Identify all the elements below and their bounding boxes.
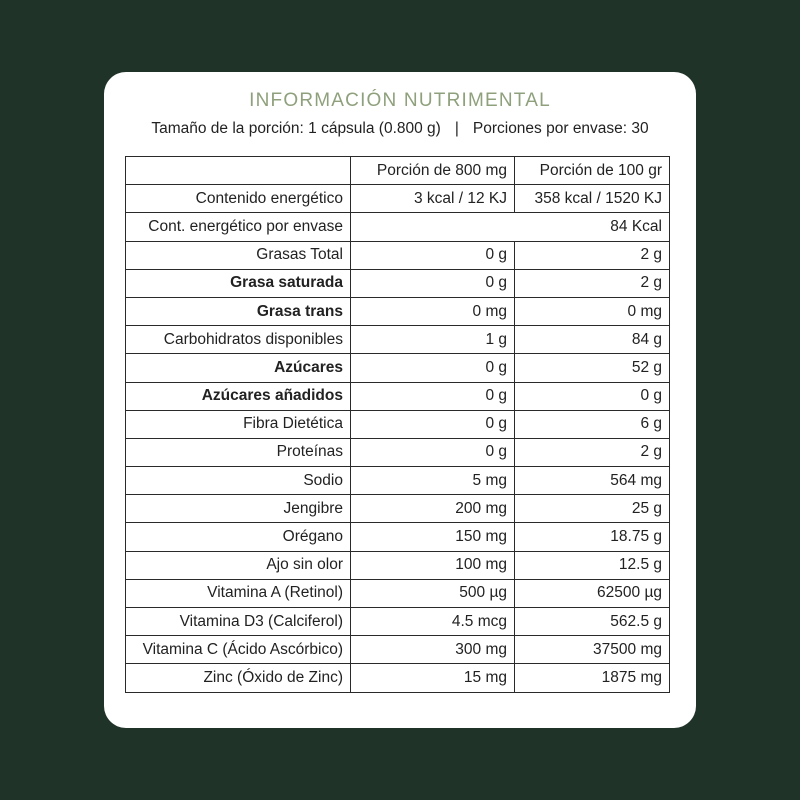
nutrient-value-100gr: 25 g [515,495,670,523]
nutrient-value-100gr: 52 g [515,354,670,382]
nutrient-value-800mg: 0 g [351,382,515,410]
nutrient-value-800mg: 0 g [351,438,515,466]
serving-separator: | [454,120,459,137]
table-row [126,636,670,664]
energy-value-100gr: 358 kcal / 1520 KJ [515,185,670,213]
nutrient-value-100gr: 2 g [515,241,670,269]
table-row [126,297,670,325]
nutrient-label: Azúcares añadidos [126,382,351,410]
serving-info [104,120,696,138]
nutrient-value-100gr: 564 mg [515,467,670,495]
table-row [126,326,670,354]
energy-row [126,185,670,213]
nutrient-value-800mg: 15 mg [351,664,515,692]
energy-label: Contenido energético [126,185,351,213]
nutrient-label: Azúcares [126,354,351,382]
table-row [126,664,670,692]
energy-value-800mg: 3 kcal / 12 KJ [351,185,515,213]
nutrient-label: Jengibre [126,495,351,523]
nutrient-value-100gr: 0 mg [515,297,670,325]
table-row [126,467,670,495]
table-row [126,438,670,466]
nutrient-value-100gr: 0 g [515,382,670,410]
panel-title: INFORMACIÓN NUTRIMENTAL [249,90,551,111]
table-row [126,241,670,269]
nutrient-label: Grasa saturada [126,269,351,297]
nutrient-value-100gr: 2 g [515,269,670,297]
table-header-row [126,157,670,185]
nutrient-label: Vitamina D3 (Calciferol) [126,608,351,636]
table-row [126,382,670,410]
header-portion-800mg: Porción de 800 mg [351,157,515,185]
nutrient-label: Proteínas [126,438,351,466]
nutrient-value-800mg: 4.5 mcg [351,608,515,636]
nutrient-value-800mg: 0 g [351,410,515,438]
nutrient-value-800mg: 100 mg [351,551,515,579]
energy-container-value: 84 Kcal [351,213,670,241]
nutrient-value-100gr: 84 g [515,326,670,354]
nutrient-label: Vitamina A (Retinol) [126,579,351,607]
table-row [126,608,670,636]
table-row [126,354,670,382]
nutrient-label: Sodio [126,467,351,495]
energy-container-label: Cont. energético por envase [126,213,351,241]
nutrient-value-100gr: 12.5 g [515,551,670,579]
nutrient-label: Carbohidratos disponibles [126,326,351,354]
nutrient-label: Vitamina C (Ácido Ascórbico) [126,636,351,664]
nutrient-value-100gr: 562.5 g [515,608,670,636]
table-row [126,269,670,297]
nutrient-label: Grasa trans [126,297,351,325]
nutrient-value-800mg: 300 mg [351,636,515,664]
table-row [126,551,670,579]
nutrient-value-100gr: 2 g [515,438,670,466]
nutrient-label: Grasas Total [126,241,351,269]
nutrient-value-800mg: 1 g [351,326,515,354]
header-portion-100gr: Porción de 100 gr [515,157,670,185]
nutrient-value-800mg: 200 mg [351,495,515,523]
nutrient-value-100gr: 1875 mg [515,664,670,692]
nutrient-label: Fibra Dietética [126,410,351,438]
header-empty-cell [126,157,351,185]
energy-container-row [126,213,670,241]
nutrient-value-800mg: 5 mg [351,467,515,495]
nutrient-value-800mg: 0 g [351,354,515,382]
nutrient-value-800mg: 0 g [351,269,515,297]
table-row [126,495,670,523]
table-row [126,579,670,607]
nutrient-value-100gr: 62500 µg [515,579,670,607]
nutrition-table [125,156,670,693]
nutrient-value-800mg: 0 mg [351,297,515,325]
nutrient-label: Zinc (Óxido de Zinc) [126,664,351,692]
nutrient-value-100gr: 37500 mg [515,636,670,664]
nutrient-label: Ajo sin olor [126,551,351,579]
nutrient-value-100gr: 18.75 g [515,523,670,551]
nutrient-value-800mg: 0 g [351,241,515,269]
nutrient-value-800mg: 500 µg [351,579,515,607]
servings-per-container: Porciones por envase: 30 [472,120,649,137]
nutrient-value-800mg: 150 mg [351,523,515,551]
table-row [126,410,670,438]
serving-size: Tamaño de la porción: 1 cápsula (0.800 g) [151,120,441,137]
nutrient-value-100gr: 6 g [515,410,670,438]
nutrient-label: Orégano [126,523,351,551]
table-row [126,523,670,551]
nutrition-card [104,72,696,728]
